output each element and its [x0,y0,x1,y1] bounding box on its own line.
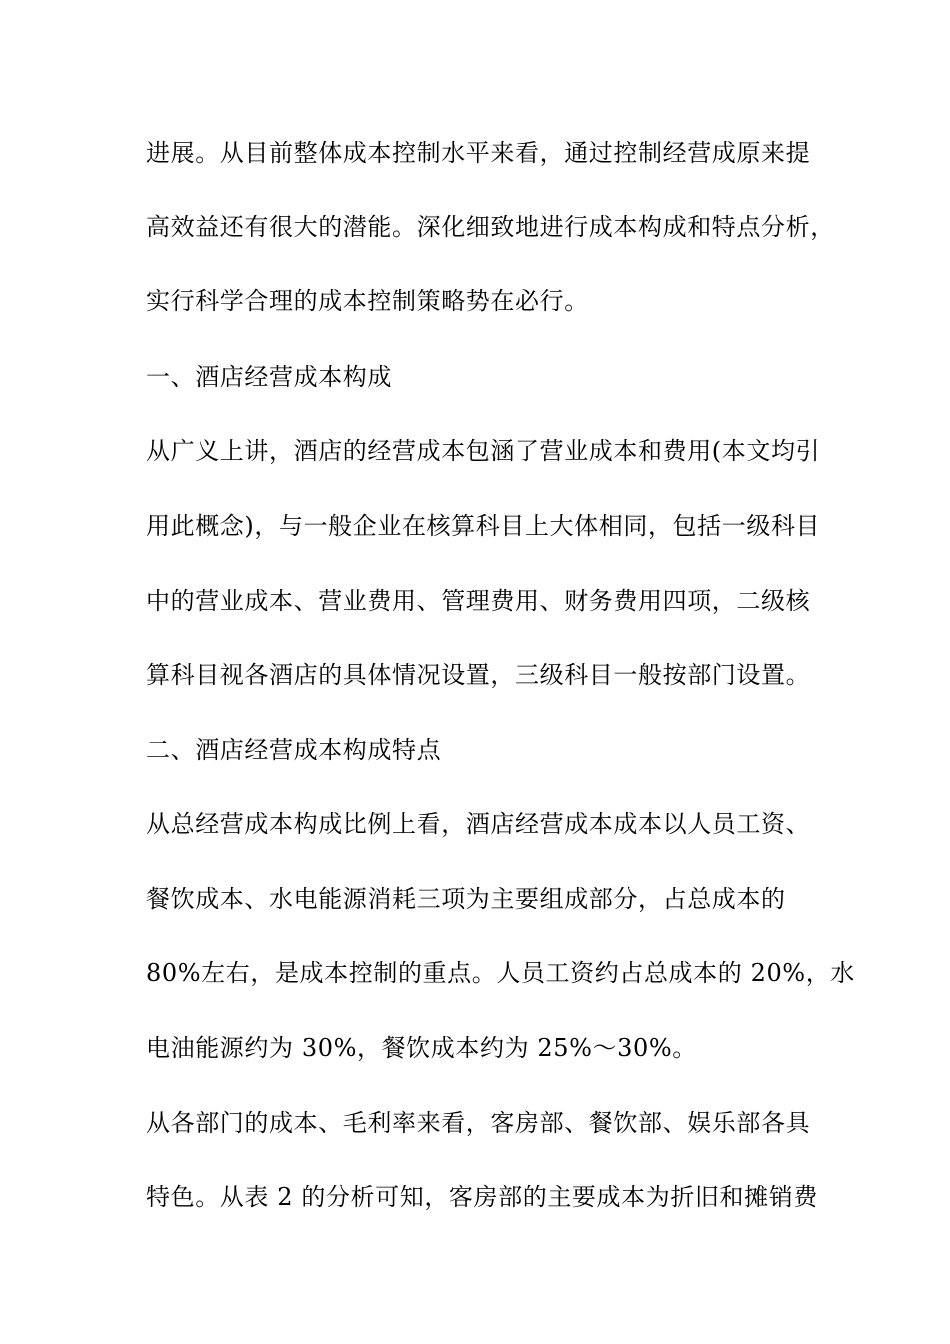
text-line: 餐饮成本、水电能源消耗三项为主要组成部分，占总成本的 [146,885,786,913]
text-line: 进展。从目前整体成本控制水平来看，通过控制经营成原来提 [146,139,811,167]
text-line: 从总经营成本构成比例上看，酒店经营成本成本以人员工资、 [146,810,811,838]
text-line: 用此概念)，与一般企业在核算科目上大体相同，包括一级科目 [146,512,821,540]
text-line: 80%左右，是成本控制的重点。人员工资约占总成本的 20%，水 [146,959,855,987]
text-line: 算科目视各酒店的具体情况设置，三级科目一般按部门设置。 [146,661,811,689]
text-line: 特色。从表 2 的分析可知，客房部的主要成本为折旧和摊销费 [146,1183,818,1211]
section-heading: 一、酒店经营成本构成 [146,363,392,391]
text-line: 从各部门的成本、毛利率来看，客房部、餐饮部、娱乐部各具 [146,1109,811,1137]
text-line: 从广义上讲，酒店的经营成本包涵了营业成本和费用(本文均引 [146,437,821,465]
text-line: 电油能源约为 30%，餐饮成本约为 25%～30%。 [146,1034,697,1062]
text-line: 高效益还有很大的潜能。深化细致地进行成本构成和特点分析， [146,213,835,241]
text-line: 实行科学合理的成本控制策略势在必行。 [146,287,589,315]
text-line: 中的营业成本、营业费用、管理费用、财务费用四项，二级核 [146,587,811,615]
section-heading: 二、酒店经营成本构成特点 [146,736,442,764]
